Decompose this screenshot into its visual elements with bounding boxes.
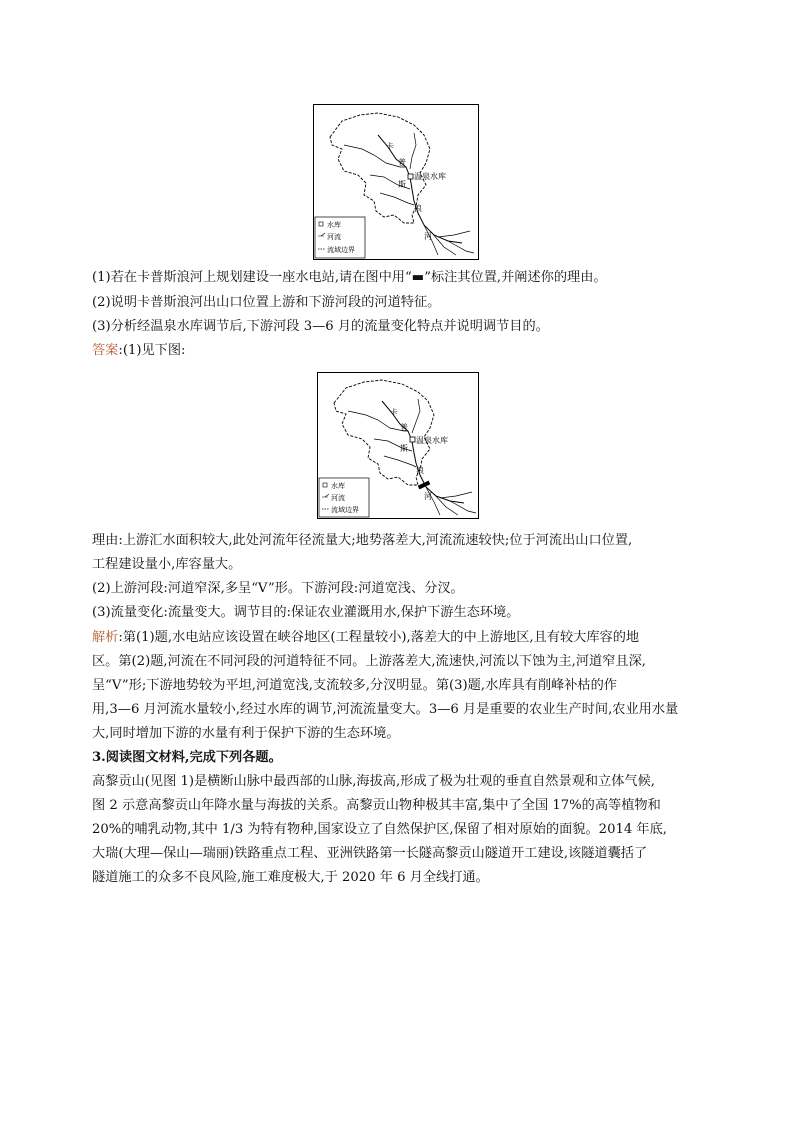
watershed-map-svg — [314, 105, 478, 259]
reservoir-icon — [408, 174, 413, 179]
main-river — [378, 135, 462, 243]
answer-label: 答案 — [92, 343, 119, 358]
legend-boundary: 流域边界 — [331, 506, 359, 514]
legend-river: 河流 — [331, 494, 345, 502]
legend-reservoir: 水库 — [331, 482, 345, 490]
material-line: 图 2 示意高黎贡山年降水量与海拔的关系。高黎贡山物种极其丰富,集中了全国 17%的高等植物和 — [92, 798, 661, 813]
watershed-map-question — [313, 104, 479, 260]
distributary — [440, 492, 472, 498]
label-pu: 普 — [400, 423, 408, 432]
analysis-first: :第(1)题,水电站应该设置在峡谷地区(工程量较小),落差大的中上游地区,且有较大库容的地 — [118, 630, 640, 645]
legend-reservoir: 水库 — [327, 221, 341, 229]
reservoir-label: 温泉水库 — [414, 172, 446, 181]
material-line: 高黎贡山(见图 1)是横断山脉中最西部的山脉,海拔高,形成了极为壮观的垂直自然景观和立体气候, — [92, 774, 655, 789]
question-3-title: 3.阅读图文材料,完成下列各题。 — [92, 750, 282, 765]
tributary — [348, 411, 408, 431]
answer-intro: :(1)见下图: — [118, 343, 186, 358]
tributary — [410, 133, 416, 169]
answer-line: (2)上游河段:河道窄深,多呈“V”形。下游河段:河道宽浅、分汊。 — [92, 581, 464, 596]
tributary — [412, 399, 420, 433]
analysis-first-line — [92, 628, 639, 647]
analysis-line: 大,同时增加下游的水量有利于保护下游的生态环境。 — [92, 726, 400, 741]
distributary — [438, 231, 470, 237]
reservoir-label: 温泉水库 — [416, 436, 448, 445]
watershed-map-answer-svg — [318, 373, 478, 518]
answer-line: 工程建设量小,库容量大。 — [92, 557, 242, 572]
material-line: 大瑞(大理—保山—瑞丽)铁路重点工程、亚洲铁路第一长隧高黎贡山隧道开工建设,该隧道囊括了 — [92, 846, 648, 861]
answer-line: (3)流量变化:流量变大。调节目的:保证农业灌溉用水,保护下游生态环境。 — [92, 605, 520, 620]
answer-line: 理由:上游汇水面积较大,此处河流年径流量大;地势落差大,河流流速较快;位于河流出山口位置, — [92, 533, 633, 548]
legend-boundary: 流域边界 — [327, 246, 355, 254]
tributary — [344, 145, 406, 167]
label-pu: 普 — [398, 158, 406, 167]
tributary — [384, 456, 416, 467]
label-lang: 浪 — [414, 204, 422, 213]
legend-reservoir-icon — [319, 222, 323, 226]
question-3: (3)分析经温泉水库调节后,下游河段 3—6 月的流量变化特点并说明调节目的。 — [92, 319, 549, 334]
label-ka: 卡 — [386, 142, 394, 151]
label-he: 河 — [424, 492, 432, 501]
label-si: 斯 — [400, 444, 408, 453]
label-ka: 卡 — [390, 408, 398, 417]
material-line: 隧道施工的众多不良风险,施工难度极大,于 2020 年 6 月全线打通。 — [92, 870, 489, 885]
question-2: (2)说明卡普斯浪河出山口位置上游和下游河段的河道特征。 — [92, 295, 441, 310]
label-he: 河 — [424, 232, 432, 241]
material-line: 20%的哺乳动物,其中 1/3 为特有物种,国家设立了自然保护区,保留了相对原始的面貌。2014 年底, — [92, 822, 667, 837]
tributary — [380, 193, 414, 205]
analysis-label: 解析 — [92, 630, 119, 645]
question-1: (1)若在卡普斯浪河上规划建设一座水电站,请在图中用“▬”标注其位置,并阐述你的理由。 — [92, 270, 607, 285]
legend-reservoir-icon — [323, 483, 327, 487]
label-si: 斯 — [398, 180, 406, 189]
analysis-line: 用,3—6 月河流水量较小,经过水库的调节,河流流量变大。3—6 月是重要的农业生产时间,农业用水量 — [92, 702, 679, 717]
legend-river: 河流 — [327, 233, 341, 241]
reservoir-icon — [410, 437, 415, 442]
analysis-line: 区。第(2)题,河流在不同河段的河道特征不同。上游落差大,流速快,河流以下蚀为主,河道窄且深, — [92, 654, 646, 669]
analysis-line: 呈“V”形;下游地势较为平坦,河道宽浅,支流较多,分汊明显。第(3)题,水库具有削峰补枯的作 — [92, 678, 617, 693]
answer-heading — [92, 341, 186, 360]
watershed-map-answer — [317, 372, 479, 519]
label-lang: 浪 — [416, 466, 424, 475]
